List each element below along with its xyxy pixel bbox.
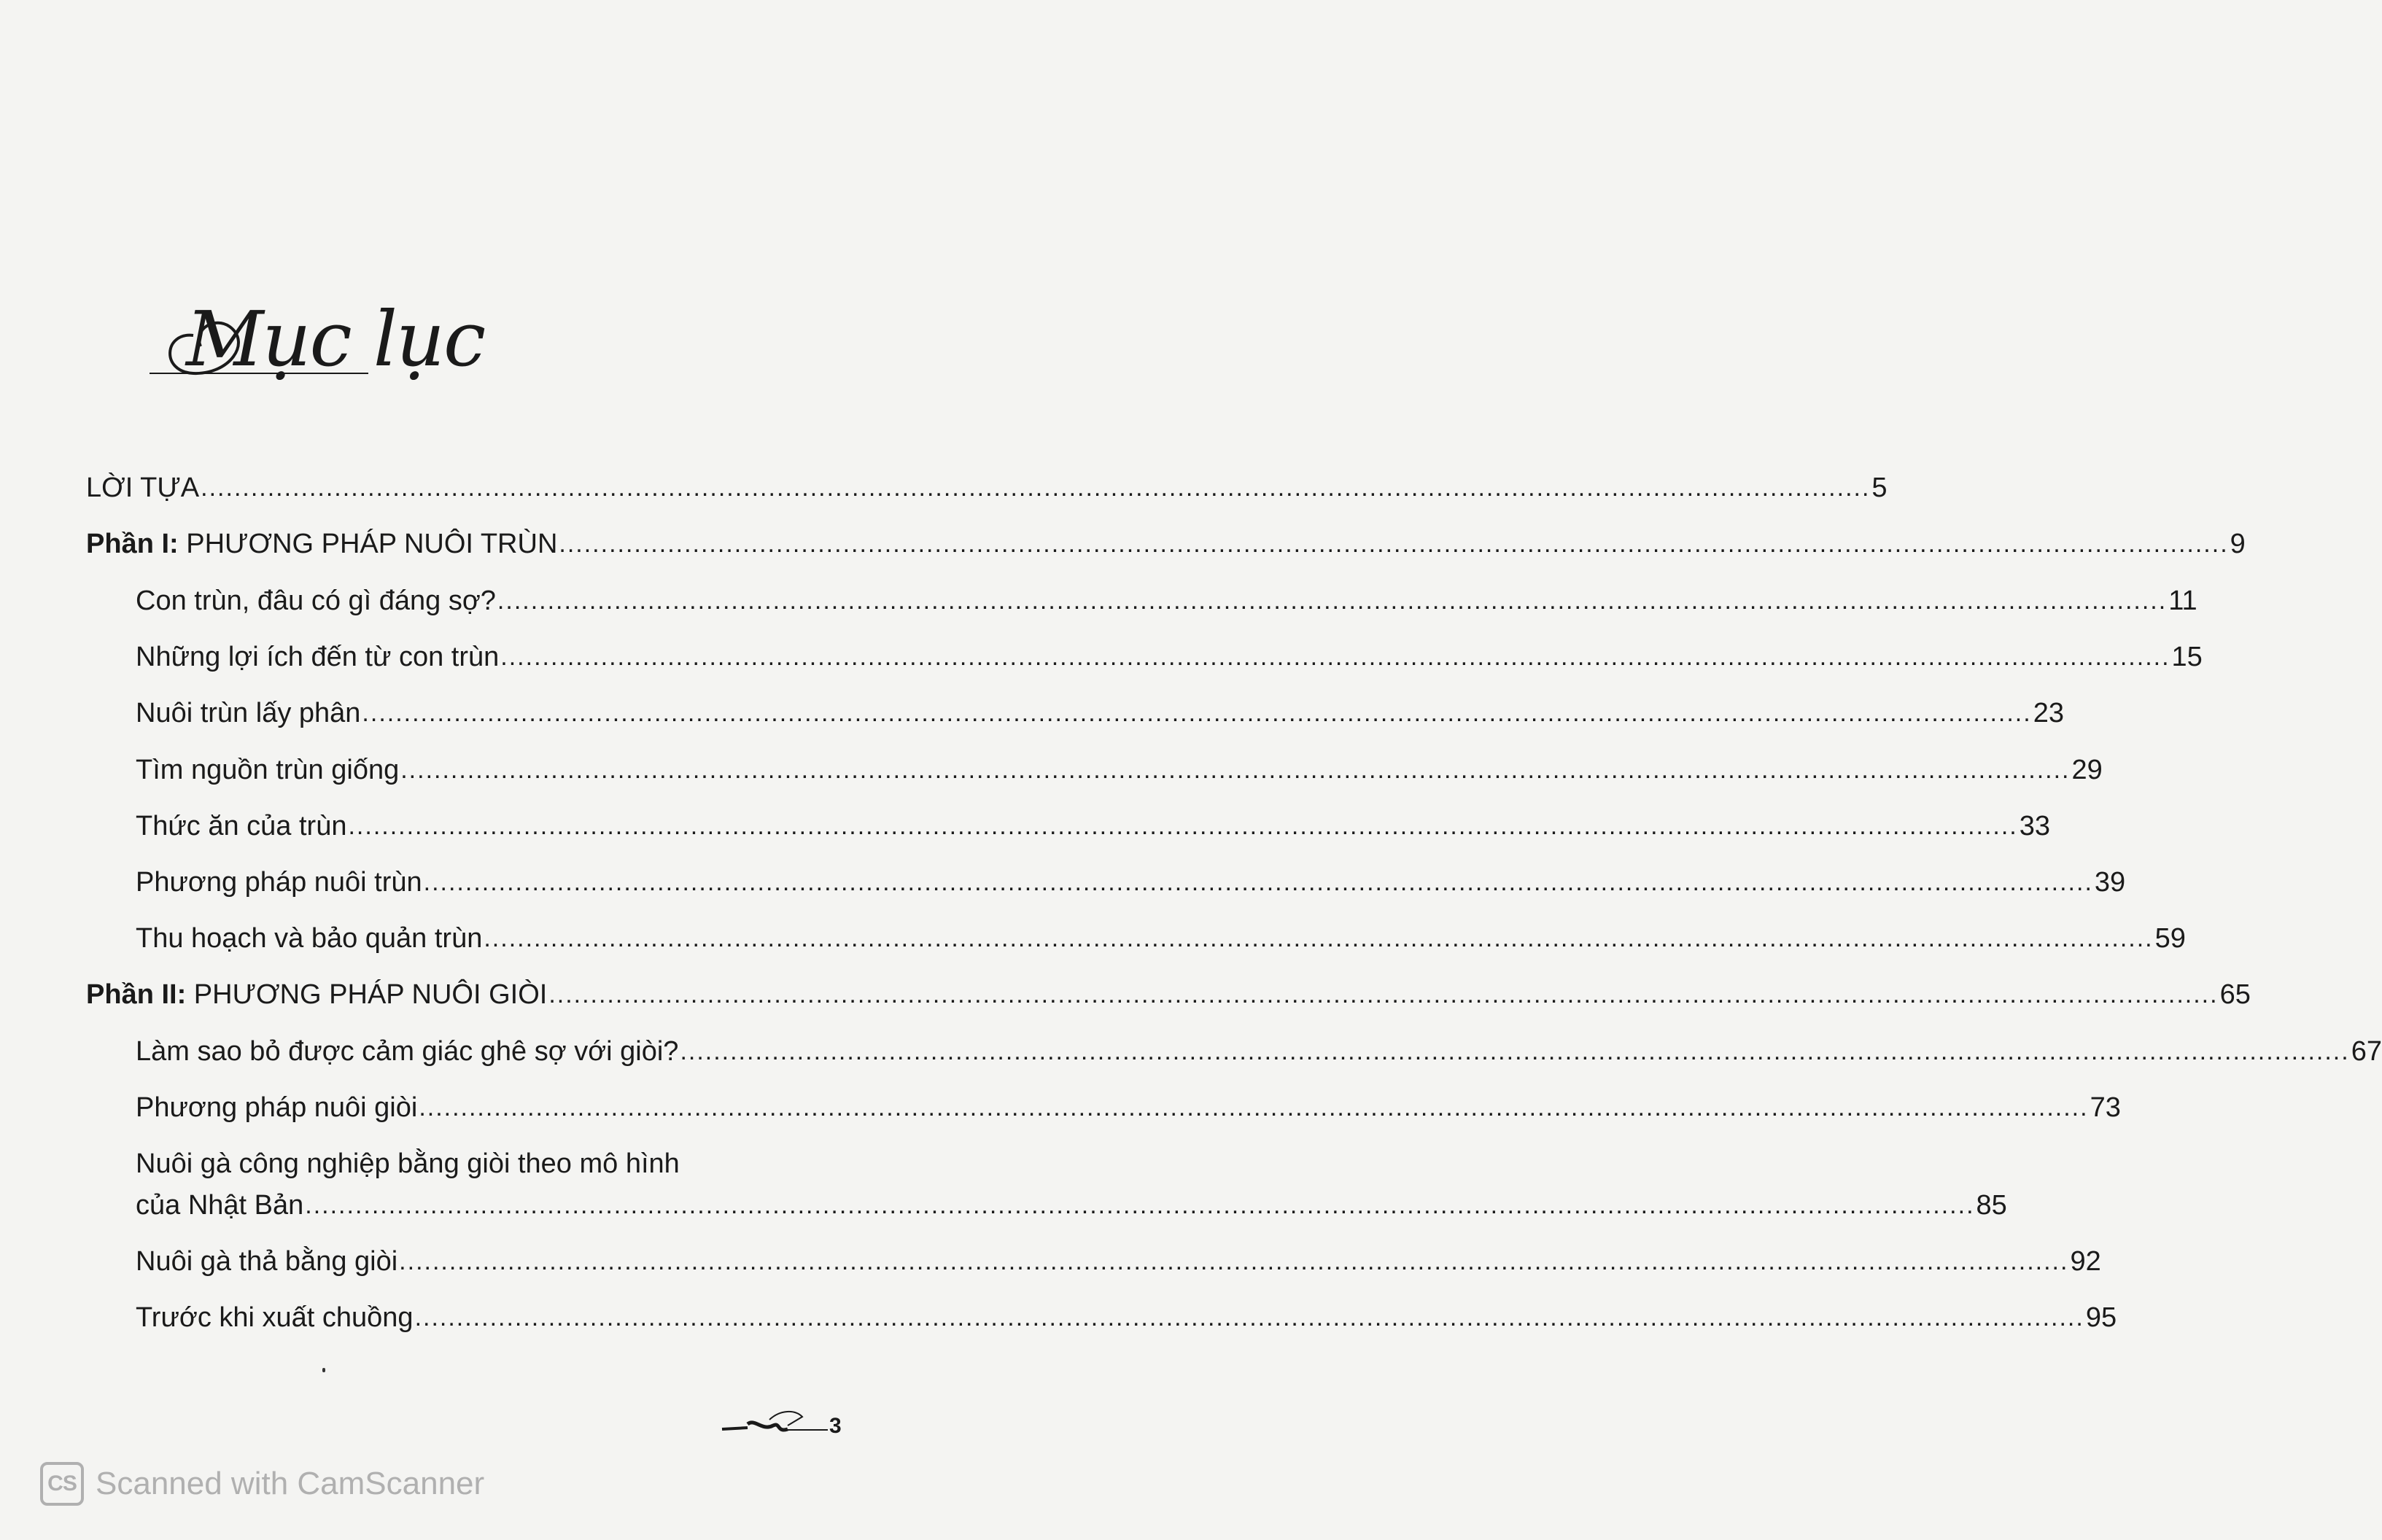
toc-entry-title [136, 1300, 414, 1335]
toc-leader-dots: ........................................................................................................................................................................................................ [362, 699, 2032, 727]
toc-leader-dots: ........................................................................................................................................................................................................ [399, 1248, 2069, 1275]
toc-entry-title-text: PHƯƠNG PHÁP NUÔI TRÙN [178, 529, 558, 559]
toc-entry-title-text: Làm sao bỏ được cảm giác ghê sợ với giòi? [136, 1036, 679, 1067]
camscanner-logo-icon: CS [40, 1462, 84, 1506]
toc-entry-title [86, 526, 557, 561]
toc-entry [136, 809, 2051, 844]
toc-entry-title-text: của Nhật Bản [136, 1190, 304, 1221]
toc-entry [136, 752, 2103, 788]
toc-entry-title [136, 639, 499, 674]
toc-leader-dots: ........................................................................................................................................................................................................ [414, 1304, 2084, 1331]
toc-entry-title-text: LỜI TỰA [86, 472, 200, 503]
toc-page-number: 39 [2094, 867, 2126, 898]
toc-leader-dots: ........................................................................................................................................................................................................ [423, 868, 2093, 896]
scanner-watermark [40, 1462, 484, 1506]
toc-leader-dots: ........................................................................................................................................................................................................ [548, 981, 2219, 1008]
toc-entry [136, 1300, 2117, 1335]
toc-heading [150, 292, 485, 386]
toc-leader-dots: ........................................................................................................................................................................................................ [497, 587, 2168, 615]
toc-entry-title-text: Tìm nguồn trùn giống [136, 755, 400, 785]
toc-entry-title [136, 921, 482, 956]
toc-entry-title-text: PHƯƠNG PHÁP NUÔI GIÒI [186, 979, 548, 1010]
toc-entry [136, 696, 2064, 731]
toc-leader-dots: ........................................................................................................................................................................................................ [348, 812, 2018, 840]
toc-page-number: 33 [2019, 811, 2051, 841]
toc-entry-title [136, 752, 399, 788]
toc-entry-title [136, 1244, 397, 1279]
toc-entry [136, 1244, 2101, 1279]
toc-entry-title-text: Con trùn, đâu có gì đáng sợ? [136, 586, 496, 616]
toc-entry-title-text: Những lợi ích đến từ con trùn [136, 642, 500, 672]
toc-page-number: 92 [2070, 1246, 2101, 1277]
toc-page-number: 5 [1871, 472, 1888, 503]
footer-ornament-icon [718, 1404, 828, 1440]
watermark-text: Scanned with CamScanner [96, 1466, 485, 1501]
toc-entry [136, 1090, 2121, 1125]
toc-entry [86, 470, 1888, 505]
toc-entry [136, 865, 2126, 900]
toc-entry-title [136, 583, 496, 618]
toc-entry-title-text: Thu hoạch và bảo quản trùn [136, 923, 483, 954]
toc-entry [136, 1034, 2382, 1069]
toc-entry [136, 639, 2203, 674]
toc-leader-dots: ........................................................................................................................................................................................................ [500, 643, 2170, 671]
toc-leader-dots: ........................................................................................................................................................................................................ [680, 1038, 2350, 1065]
toc-leader-dots: ........................................................................................................................................................................................................ [305, 1191, 1975, 1219]
toc-entry-title-line: Nuôi gà công nghiệp bằng giòi theo mô hình [136, 1148, 680, 1179]
toc-entry-title [136, 1034, 678, 1069]
toc-entry-title [86, 470, 199, 505]
toc-part-label: Phần I: [86, 529, 179, 559]
toc-entry-title [86, 977, 547, 1012]
toc-heading-text: Mục lục [186, 295, 485, 384]
toc-leader-dots: ........................................................................................................................................................................................................ [419, 1094, 2089, 1121]
toc-page-number: 11 [2168, 586, 2197, 616]
toc-page-number: 67 [2351, 1036, 2382, 1067]
toc-page-number: 73 [2090, 1092, 2121, 1123]
toc-entry-title-text: Phương pháp nuôi trùn [136, 867, 422, 898]
toc-page-number: 9 [2230, 529, 2246, 559]
toc-entry [136, 1188, 2007, 1223]
page-number: 3 [829, 1414, 842, 1438]
toc-page-number: 15 [2171, 642, 2203, 672]
toc-entry [86, 977, 2251, 1012]
toc-leader-dots: ........................................................................................................................................................................................................ [559, 530, 2229, 558]
toc-page-number: 65 [2219, 979, 2251, 1010]
toc-page-number: 85 [1976, 1190, 2007, 1221]
toc-entry-title [136, 865, 422, 900]
toc-leader-dots: ........................................................................................................................................................................................................ [484, 925, 2154, 952]
toc-entry-title [136, 1090, 417, 1125]
toc-entry-title-text: Trước khi xuất chuồng [136, 1302, 414, 1333]
toc-entry-title-text: Nuôi gà thả bằng giòi [136, 1246, 398, 1277]
toc-page-number: 95 [2085, 1302, 2117, 1333]
toc-entry [136, 583, 2197, 618]
toc-leader-dots: ........................................................................................................................................................................................................ [400, 756, 2071, 784]
toc-page-number: 23 [2033, 698, 2064, 728]
toc-part-label: Phần II: [86, 979, 187, 1010]
toc-entry-title-text: Nuôi trùn lấy phân [136, 698, 361, 728]
toc-entry [86, 526, 2246, 561]
toc-entry [136, 921, 2186, 956]
toc-entry-title-text: Phương pháp nuôi giòi [136, 1092, 418, 1123]
toc-page-number: 29 [2071, 755, 2103, 785]
toc-entry-title-text: Thức ăn của trùn [136, 811, 347, 841]
scan-speck [322, 1368, 325, 1372]
toc-entry-title [136, 696, 360, 731]
toc-entry-title [136, 809, 346, 844]
toc-entry-title [136, 1188, 303, 1223]
toc-leader-dots: ........................................................................................................................................................................................................ [201, 474, 1871, 502]
toc-page-number: 59 [2154, 923, 2186, 954]
